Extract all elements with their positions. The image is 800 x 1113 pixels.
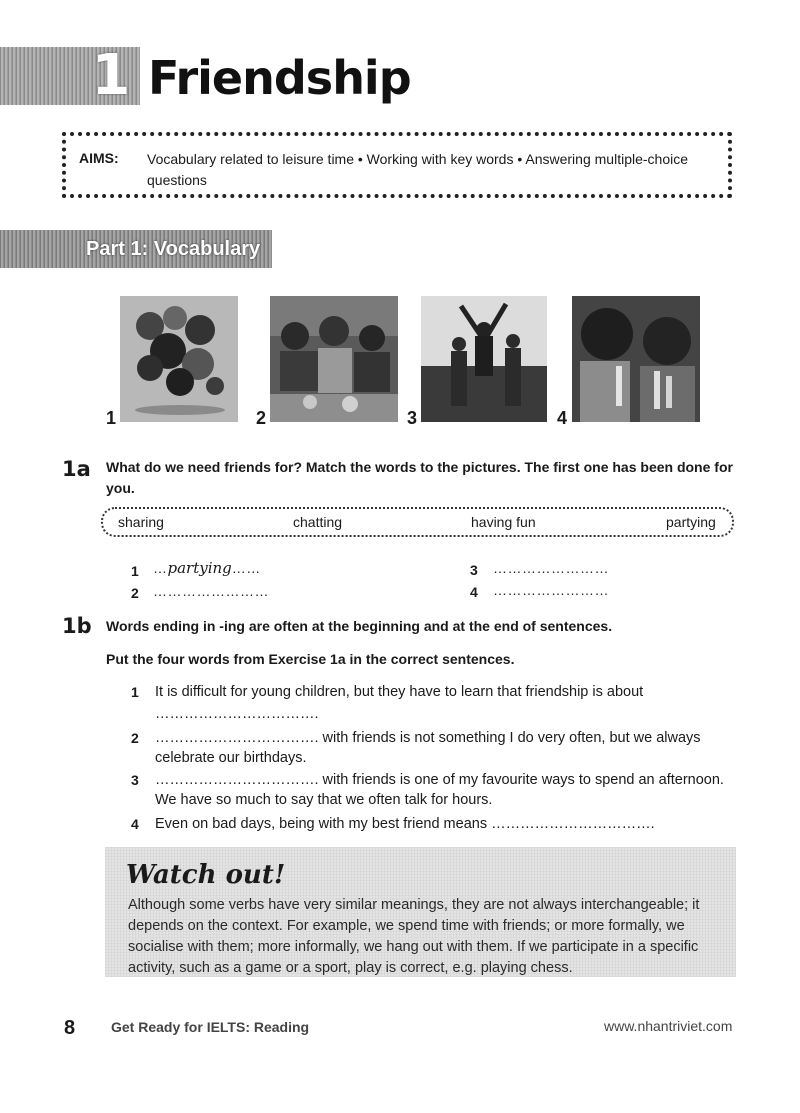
exercise-number: 1b <box>62 614 92 638</box>
answer-line[interactable]: …………………… <box>493 560 609 576</box>
exercise-number: 1a <box>62 457 91 481</box>
page-number: 8 <box>64 1017 76 1039</box>
word-option: chatting <box>293 514 343 530</box>
handwritten-answer: partying <box>167 559 232 577</box>
word-box <box>101 507 734 537</box>
photo-balloons <box>120 296 238 422</box>
answer-number: 4 <box>470 584 478 600</box>
website-url: www.nhantriviet.com <box>604 1018 733 1034</box>
chapter-title: Friendship <box>148 51 411 105</box>
answer-number: 2 <box>131 585 139 601</box>
sentence-blank[interactable]: ……………………………. <box>155 706 319 722</box>
watch-out-title: Watch out! <box>126 860 286 890</box>
sentence[interactable]: ……………………………. with friends is not something I do very often, but we always <box>155 730 701 746</box>
sentence[interactable]: ……………………………. with friends is one of my favourite ways to spend an afternoon. <box>155 772 724 788</box>
exercise-instruction: What do we need friends for? Match the words to the pictures. The first one has been done for you. <box>106 459 733 496</box>
sentence[interactable]: Even on bad days, being with my best friend means ……………………………. <box>155 816 655 832</box>
answer-line[interactable]: …………………… <box>493 582 609 598</box>
word-option: partying <box>666 514 716 530</box>
photo-number: 3 <box>407 408 418 428</box>
sentence-number: 4 <box>131 816 139 832</box>
sentence-continuation: We have so much to say that we often talk for hours. <box>155 792 493 808</box>
exercise-instruction: Words ending in -ing are often at the beginning and at the end of sentences. <box>106 618 613 634</box>
sentence-number: 1 <box>131 684 139 700</box>
photo-number: 1 <box>106 408 117 428</box>
word-option: sharing <box>118 514 164 530</box>
photo-sharing <box>270 296 398 422</box>
chapter-number: 1 <box>91 43 131 108</box>
photo-having-fun <box>421 296 547 422</box>
sentence-number: 2 <box>131 730 139 746</box>
watch-out-text: Although some verbs have very similar meanings, they are not always interchangeable; it depends on the context. For example, we spend time with friends; or more formally, we socialise with them; more informally, we hang out with them. If we participate in a specific activity, such as a game or a sport, play is correct, e.g. playing chess. <box>128 897 700 976</box>
photo-partying <box>572 296 700 422</box>
photo-number: 2 <box>256 408 267 428</box>
part-title: Part 1: Vocabulary <box>86 238 261 260</box>
aims-text: Vocabulary related to leisure time • Working with key words • Answering multiple-choice questions <box>147 151 689 188</box>
answer-line[interactable]: …partying…… <box>153 559 261 577</box>
sentence-continuation: celebrate our birthdays. <box>155 750 307 766</box>
sentence: It is difficult for young children, but they have to learn that friendship is about <box>155 684 644 700</box>
answer-number: 1 <box>131 563 139 579</box>
aims-label: AIMS: <box>79 150 119 166</box>
answer-line[interactable]: …………………… <box>153 583 269 599</box>
exercise-instruction: Put the four words from Exercise 1a in the correct sentences. <box>106 651 515 667</box>
sentence-number: 3 <box>131 772 139 788</box>
book-title: Get Ready for IELTS: Reading <box>111 1019 310 1035</box>
word-option: having fun <box>471 514 536 530</box>
photo-number: 4 <box>557 408 568 428</box>
answer-number: 3 <box>470 562 478 578</box>
